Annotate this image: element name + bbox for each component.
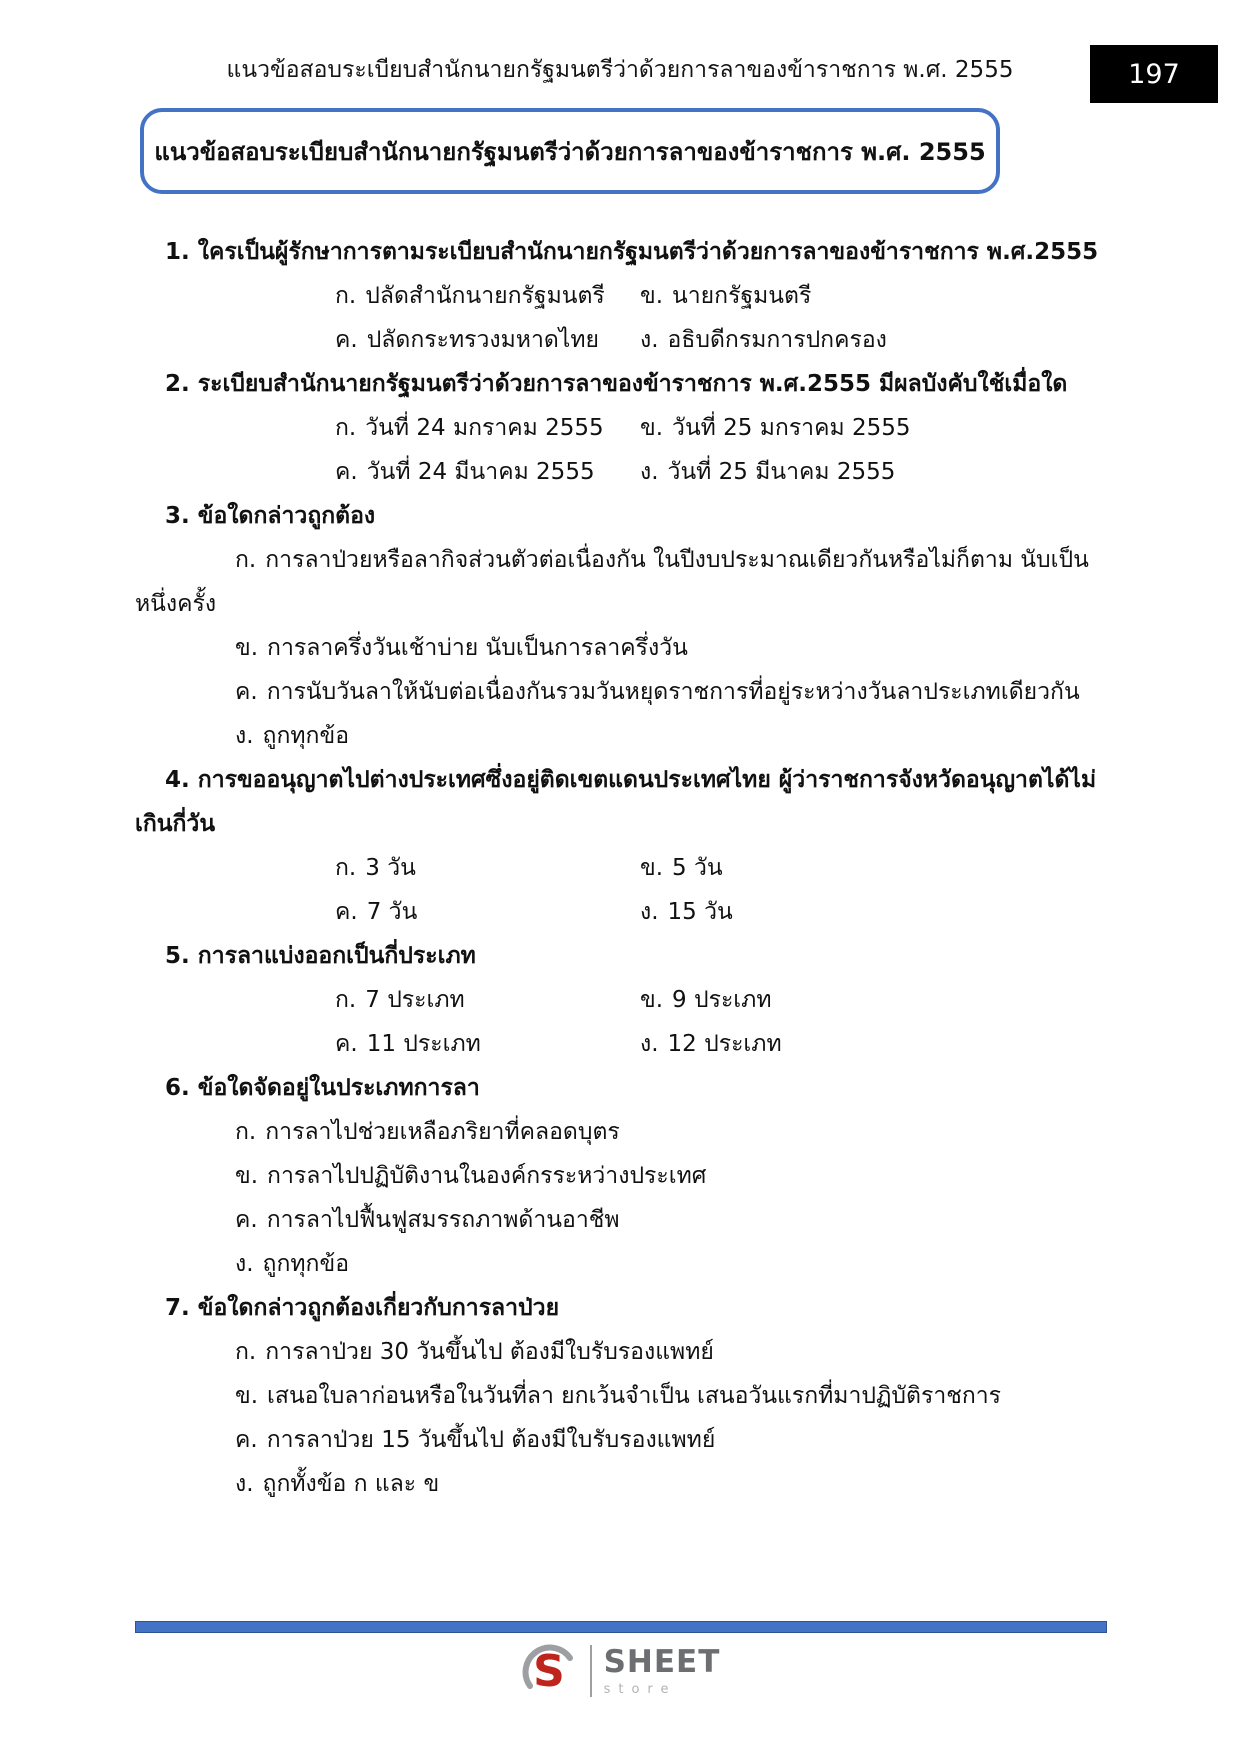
exam-title: แนวข้อสอบระเบียบสำนักนายกรัฐมนตรีว่าด้วยการลาของข้าราชการ พ.ศ. 2555 bbox=[154, 137, 986, 166]
question-text: 3. ข้อใดกล่าวถูกต้อง bbox=[165, 503, 376, 529]
choice-option: ก. วันที่ 24 มกราคม 2555 bbox=[335, 415, 604, 441]
logo-text bbox=[603, 1643, 721, 1697]
svg-text:S: S bbox=[532, 1646, 565, 1697]
choices-grid bbox=[235, 274, 1105, 362]
logo-divider bbox=[590, 1645, 592, 1697]
choice-option: ง. 12 ประเภท bbox=[640, 1031, 782, 1057]
choice-option: ก. ปลัดสำนักนายกรัฐมนตรี bbox=[335, 283, 605, 309]
logo-subtitle: store bbox=[603, 1681, 677, 1697]
choice-option: ค. ปลัดกระทรวงมหาดไทย bbox=[335, 327, 600, 353]
question-text: 4. การขออนุญาตไปต่างประเทศซึ่งอยู่ติดเขตแดนประเทศไทย ผู้ว่าราชการจังหวัดอนุญาตได้ไม่เกินกี่วัน bbox=[135, 767, 1097, 837]
choice-option: ค. 11 ประเภท bbox=[335, 1031, 481, 1057]
logo-brand: SHEET bbox=[603, 1643, 721, 1680]
choices-grid bbox=[235, 406, 1105, 494]
choice-option: ข. การลาไปปฏิบัติงานในองค์กรระหว่างประเทศ bbox=[235, 1163, 707, 1189]
choice-option: ง. อธิบดีกรมการปกครอง bbox=[640, 327, 887, 353]
question-text: 5. การลาแบ่งออกเป็นกี่ประเภท bbox=[165, 943, 476, 969]
question-text: 2. ระเบียบสำนักนายกรัฐมนตรีว่าด้วยการลาของข้าราชการ พ.ศ.2555 มีผลบังคับใช้เมื่อใด bbox=[165, 371, 1068, 397]
question-6 bbox=[135, 1066, 1105, 1286]
choice-option: ก. 7 ประเภท bbox=[335, 987, 465, 1013]
choice-option: ก. การลาไปช่วยเหลือภริยาที่คลอดบุตร bbox=[235, 1119, 620, 1145]
choice-option: ง. วันที่ 25 มีนาคม 2555 bbox=[640, 459, 896, 485]
running-header-title: แนวข้อสอบระเบียบสำนักนายกรัฐมนตรีว่าด้วยการลาของข้าราชการ พ.ศ. 2555 bbox=[226, 57, 1014, 83]
question-3 bbox=[135, 494, 1105, 758]
choice-option: ก. การลาป่วย 30 วันขึ้นไป ต้องมีใบรับรองแพทย์ bbox=[235, 1339, 714, 1365]
choices-grid bbox=[235, 978, 1105, 1066]
question-1 bbox=[135, 230, 1105, 362]
choice-option: ข. เสนอใบลาก่อนหรือในวันที่ลา ยกเว้นจำเป็น เสนอวันแรกที่มาปฏิบัติราชการ bbox=[235, 1383, 1002, 1409]
choice-option: ง. ถูกทุกข้อ bbox=[235, 723, 350, 749]
question-text: 1. ใครเป็นผู้รักษาการตามระเบียบสำนักนายกรัฐมนตรีว่าด้วยการลาของข้าราชการ พ.ศ.2555 bbox=[165, 239, 1099, 265]
choice-option: ค. การลาป่วย 15 วันขึ้นไป ต้องมีใบรับรองแพทย์ bbox=[235, 1427, 716, 1453]
questions-area bbox=[0, 230, 1240, 1506]
choices-grid bbox=[235, 846, 1105, 934]
exam-title-box bbox=[140, 108, 1000, 194]
question-text: 7. ข้อใดกล่าวถูกต้องเกี่ยวกับการลาป่วย bbox=[165, 1295, 560, 1321]
sheet-store-logo bbox=[0, 1640, 1240, 1702]
choice-option: ง. ถูกทุกข้อ bbox=[235, 1251, 350, 1277]
sheet-store-logo-icon bbox=[520, 1640, 578, 1702]
choice-option: ข. 9 ประเภท bbox=[640, 987, 772, 1013]
choice-option: ค. การลาไปฟื้นฟูสมรรถภาพด้านอาชีพ bbox=[235, 1207, 620, 1233]
choice-option: ค. การนับวันลาให้นับต่อเนื่องกันรวมวันหยุดราชการที่อยู่ระหว่างวันลาประเภทเดียวกัน bbox=[235, 679, 1080, 705]
choice-option: ข. 5 วัน bbox=[640, 855, 723, 881]
question-5 bbox=[135, 934, 1105, 1066]
choice-option: ก. 3 วัน bbox=[335, 855, 416, 881]
footer-divider-bar bbox=[135, 1621, 1107, 1633]
choice-option: ง. ถูกทั้งข้อ ก และ ข bbox=[235, 1471, 440, 1497]
question-text: 6. ข้อใดจัดอยู่ในประเภทการลา bbox=[165, 1075, 480, 1101]
choice-option: ข. การลาครึ่งวันเช้าบ่าย นับเป็นการลาครึ่งวัน bbox=[235, 635, 688, 661]
choice-option: ก. การลาป่วยหรือลากิจส่วนตัวต่อเนื่องกัน ในปีงบประมาณเดียวกันหรือไม่ก็ตาม นับเป็นหนึ่งครั้ง bbox=[135, 547, 1089, 617]
question-2 bbox=[135, 362, 1105, 494]
question-7 bbox=[135, 1286, 1105, 1506]
choice-option: ง. 15 วัน bbox=[640, 899, 733, 925]
page-number-badge bbox=[1090, 45, 1218, 103]
question-4 bbox=[135, 758, 1105, 934]
choice-option: ค. วันที่ 24 มีนาคม 2555 bbox=[335, 459, 595, 485]
choice-option: ข. วันที่ 25 มกราคม 2555 bbox=[640, 415, 911, 441]
choice-option: ข. นายกรัฐมนตรี bbox=[640, 283, 812, 309]
page-number: 197 bbox=[1128, 58, 1180, 90]
choice-option: ค. 7 วัน bbox=[335, 899, 418, 925]
